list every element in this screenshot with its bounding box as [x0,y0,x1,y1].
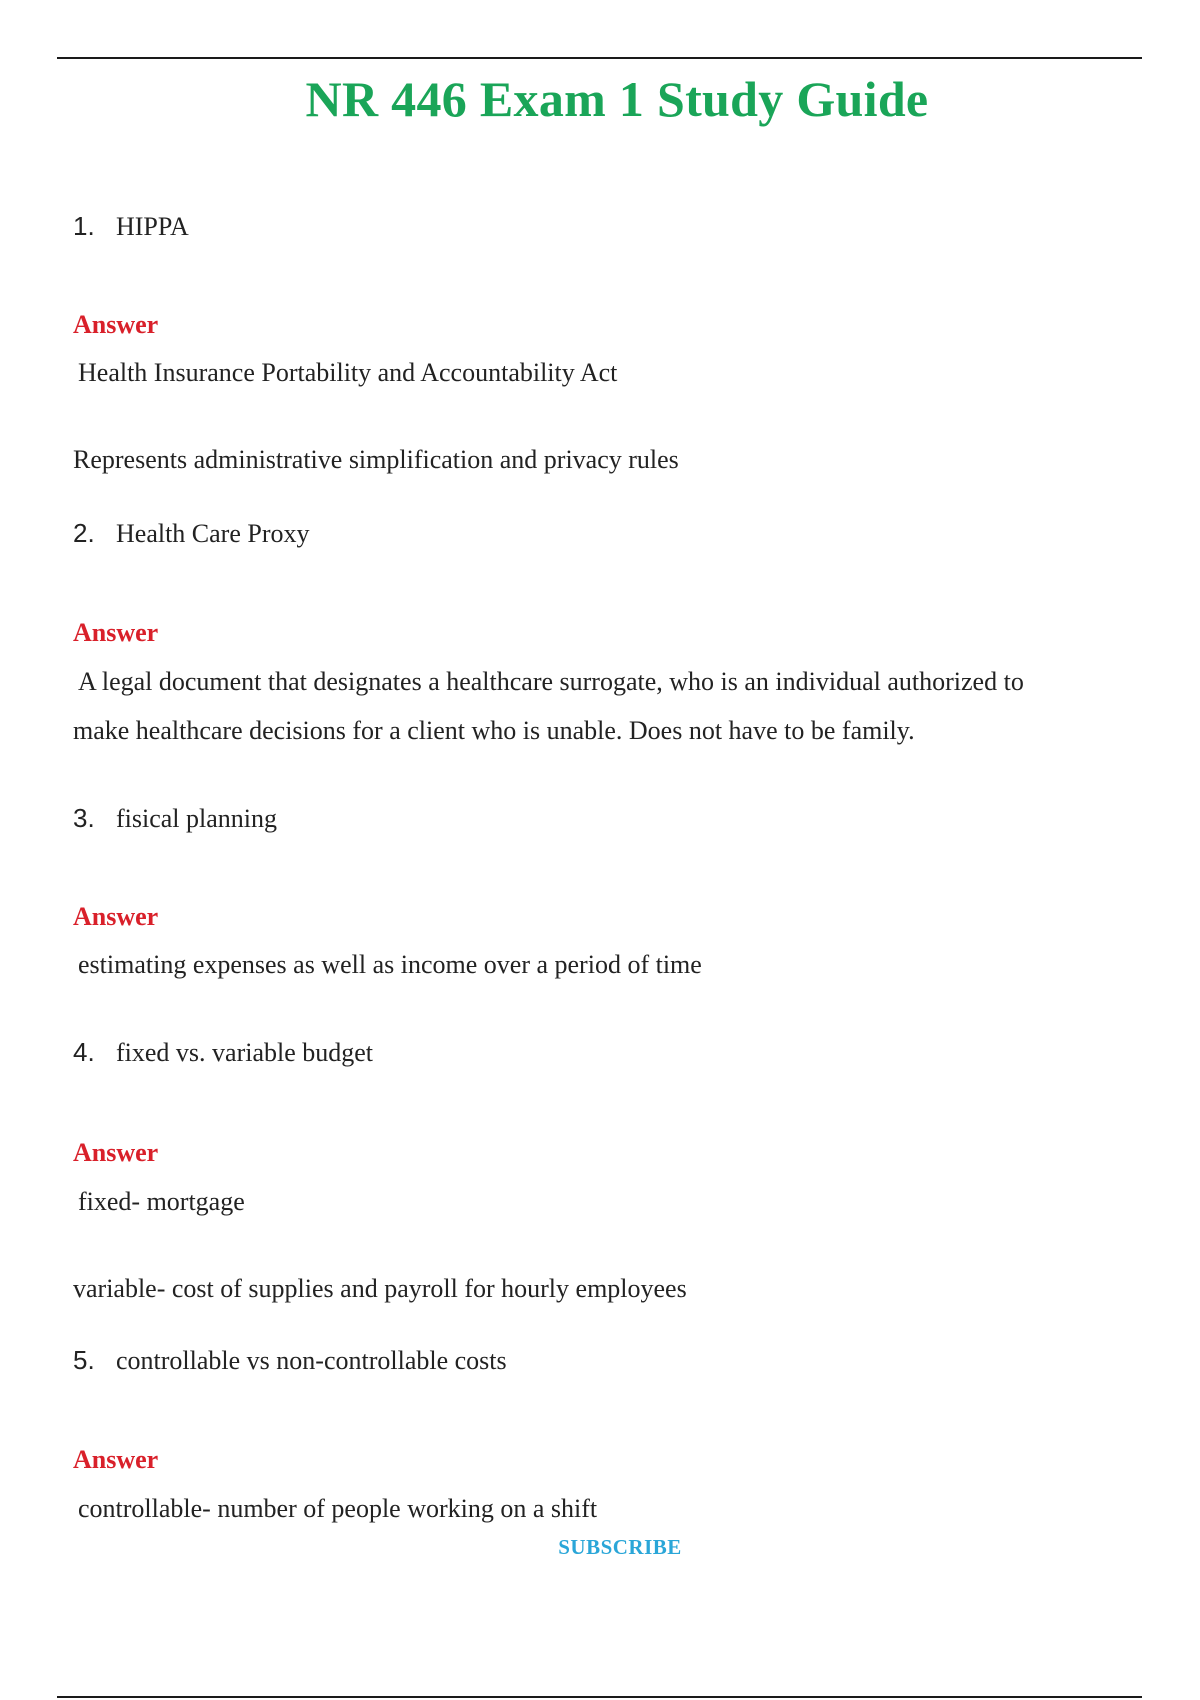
question-3 [73,803,277,834]
answer-label-5: Answer [73,1445,159,1474]
answer-4-line-2: variable- cost of supplies and payroll for hourly employees [73,1274,687,1303]
question-text: HIPPA [116,212,189,241]
question-5 [73,1345,507,1376]
answer-1-line-1: Health Insurance Portability and Accountability Act [78,358,618,387]
question-number: 3. [73,803,95,833]
question-text: fixed vs. variable budget [116,1038,374,1067]
answer-label-4: Answer [73,1138,159,1167]
answer-3-line-1: estimating expenses as well as income over a period of time [78,950,702,979]
question-text: fisical planning [116,804,278,833]
page-title: NR 446 Exam 1 Study Guide [305,71,929,127]
answer-label-1: Answer [73,310,159,339]
answer-1-line-2: Represents administrative simplification and privacy rules [73,445,679,474]
question-4 [73,1037,373,1068]
bottom-divider [57,1696,1142,1698]
question-1 [73,211,189,242]
answer-label-2: Answer [73,618,159,647]
answer-4-line-1: fixed- mortgage [78,1187,245,1216]
answer-2-line-1: A legal document that designates a healthcare surrogate, who is an individual authorized to [78,667,1024,696]
question-number: 5. [73,1345,95,1375]
question-text: controllable vs non-controllable costs [116,1346,507,1375]
question-text: Health Care Proxy [116,519,310,548]
question-number: 1. [73,211,95,241]
subscribe-link[interactable]: SUBSCRIBE [558,1535,682,1559]
question-number: 2. [73,518,95,548]
question-2 [73,518,310,549]
top-divider [57,57,1142,59]
answer-5-line-1: controllable- number of people working on a shift [78,1494,598,1523]
answer-label-3: Answer [73,902,159,931]
question-number: 4. [73,1037,95,1067]
answer-2-line-2: make healthcare decisions for a client who is unable. Does not have to be family. [73,716,915,745]
